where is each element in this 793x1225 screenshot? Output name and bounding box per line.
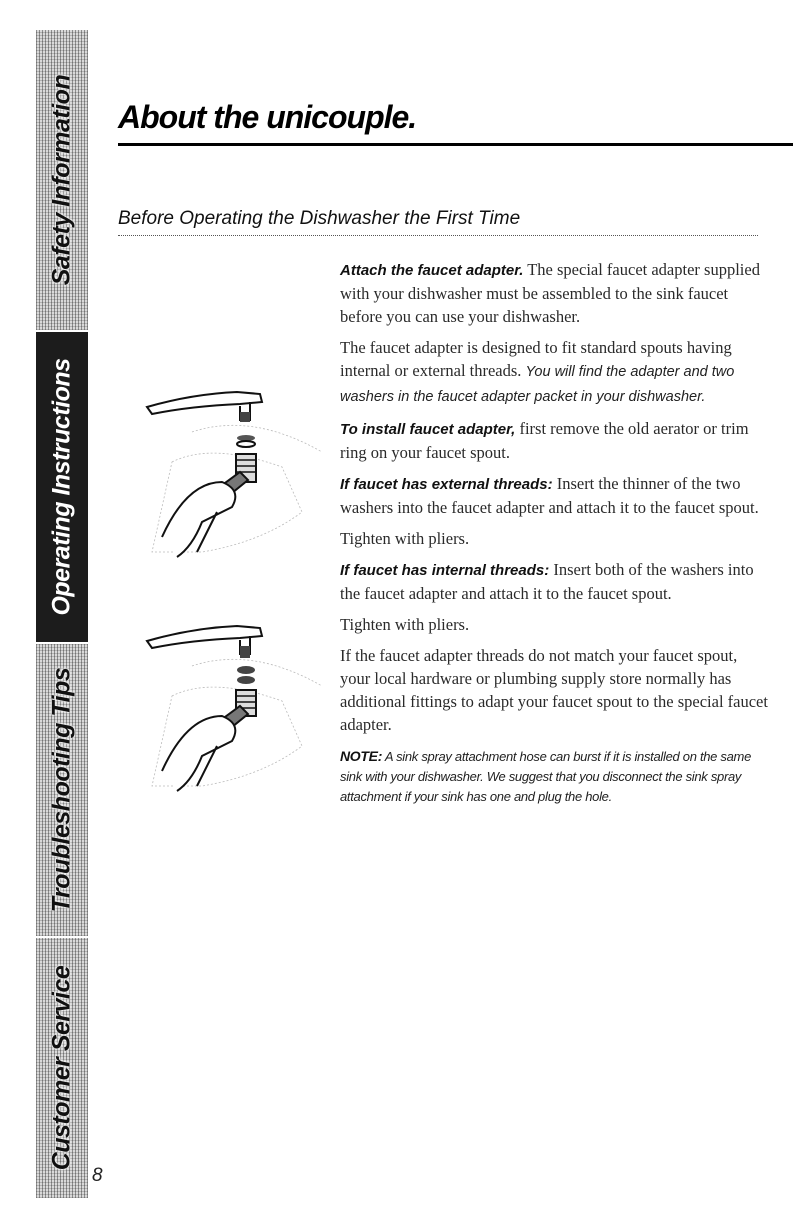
paragraph-text: Insert the thinner of the two washers into the faucet adapter and attach it to the faucet spout. xyxy=(340,474,759,517)
tab-label: Troubleshooting Tips xyxy=(47,667,76,913)
section-divider xyxy=(118,235,758,236)
section-heading: Before Operating the Dishwasher the First Time xyxy=(118,208,521,229)
lead-text: If faucet has external threads: xyxy=(340,476,553,493)
section-tab-strip xyxy=(36,30,88,1198)
faucet-adapter-illustration-icon xyxy=(132,606,332,806)
paragraph-threads-mismatch: If the faucet adapter threads do not match your faucet spout, your local hardware or plumbing supply store normally has additional fittings to adapt your faucet spout to the special faucet adapter. xyxy=(340,646,768,734)
tab-troubleshooting-tips[interactable] xyxy=(36,644,88,936)
tab-label: Operating Instructions xyxy=(47,358,76,616)
title-divider xyxy=(118,143,793,146)
paragraph-tighten-1: Tighten with pliers. xyxy=(340,529,470,548)
paragraph-text: Insert both of the washers into the faucet adapter and attach it to the faucet spout. xyxy=(340,560,754,603)
page-number: 8 xyxy=(92,1165,103,1186)
note-text: A sink spray attachment hose can burst if it is installed on the same sink with your dishwasher. We suggest that you disconnect the sink spray attachment if your sink has one and plug the hole. xyxy=(340,749,752,804)
note-sink-spray xyxy=(340,746,770,807)
tab-label: Customer Service xyxy=(47,965,76,1171)
lead-text: Attach the faucet adapter. xyxy=(340,262,524,279)
paragraph-external-threads xyxy=(340,472,770,519)
paragraph-internal-threads xyxy=(340,558,770,605)
paragraph-attach-adapter xyxy=(340,258,770,328)
paragraph-tighten-2: Tighten with pliers. xyxy=(340,615,470,634)
faucet-adapter-internal-threads-illustration xyxy=(132,606,332,806)
page-title: About the unicouple. xyxy=(118,99,417,135)
tab-label: Safety Information xyxy=(47,74,76,286)
instructions-body xyxy=(340,258,770,820)
tab-safety-information[interactable] xyxy=(36,30,88,330)
tab-customer-service[interactable] xyxy=(36,938,88,1198)
lead-text: To install faucet adapter, xyxy=(340,421,516,438)
faucet-adapter-illustration-icon xyxy=(132,372,332,572)
faucet-adapter-external-threads-illustration xyxy=(132,372,332,572)
paragraph-install-adapter xyxy=(340,417,770,464)
paragraph-adapter-design xyxy=(340,336,770,409)
paragraph-italic-text: You will find the adapter and two washers in the faucet adapter packet in your dishwasher. xyxy=(340,364,735,405)
tab-operating-instructions[interactable] xyxy=(36,332,88,642)
paragraph-text: The faucet adapter is designed to fit standard spouts having internal or external threads. xyxy=(340,338,732,380)
lead-text: If faucet has internal threads: xyxy=(340,562,550,579)
paragraph-text: The special faucet adapter supplied with your dishwasher must be assembled to the sink faucet before you can use your dishwasher. xyxy=(340,260,760,326)
note-label: NOTE: xyxy=(340,748,383,764)
paragraph-text: first remove the old aerator or trim ring on your faucet spout. xyxy=(340,419,749,462)
